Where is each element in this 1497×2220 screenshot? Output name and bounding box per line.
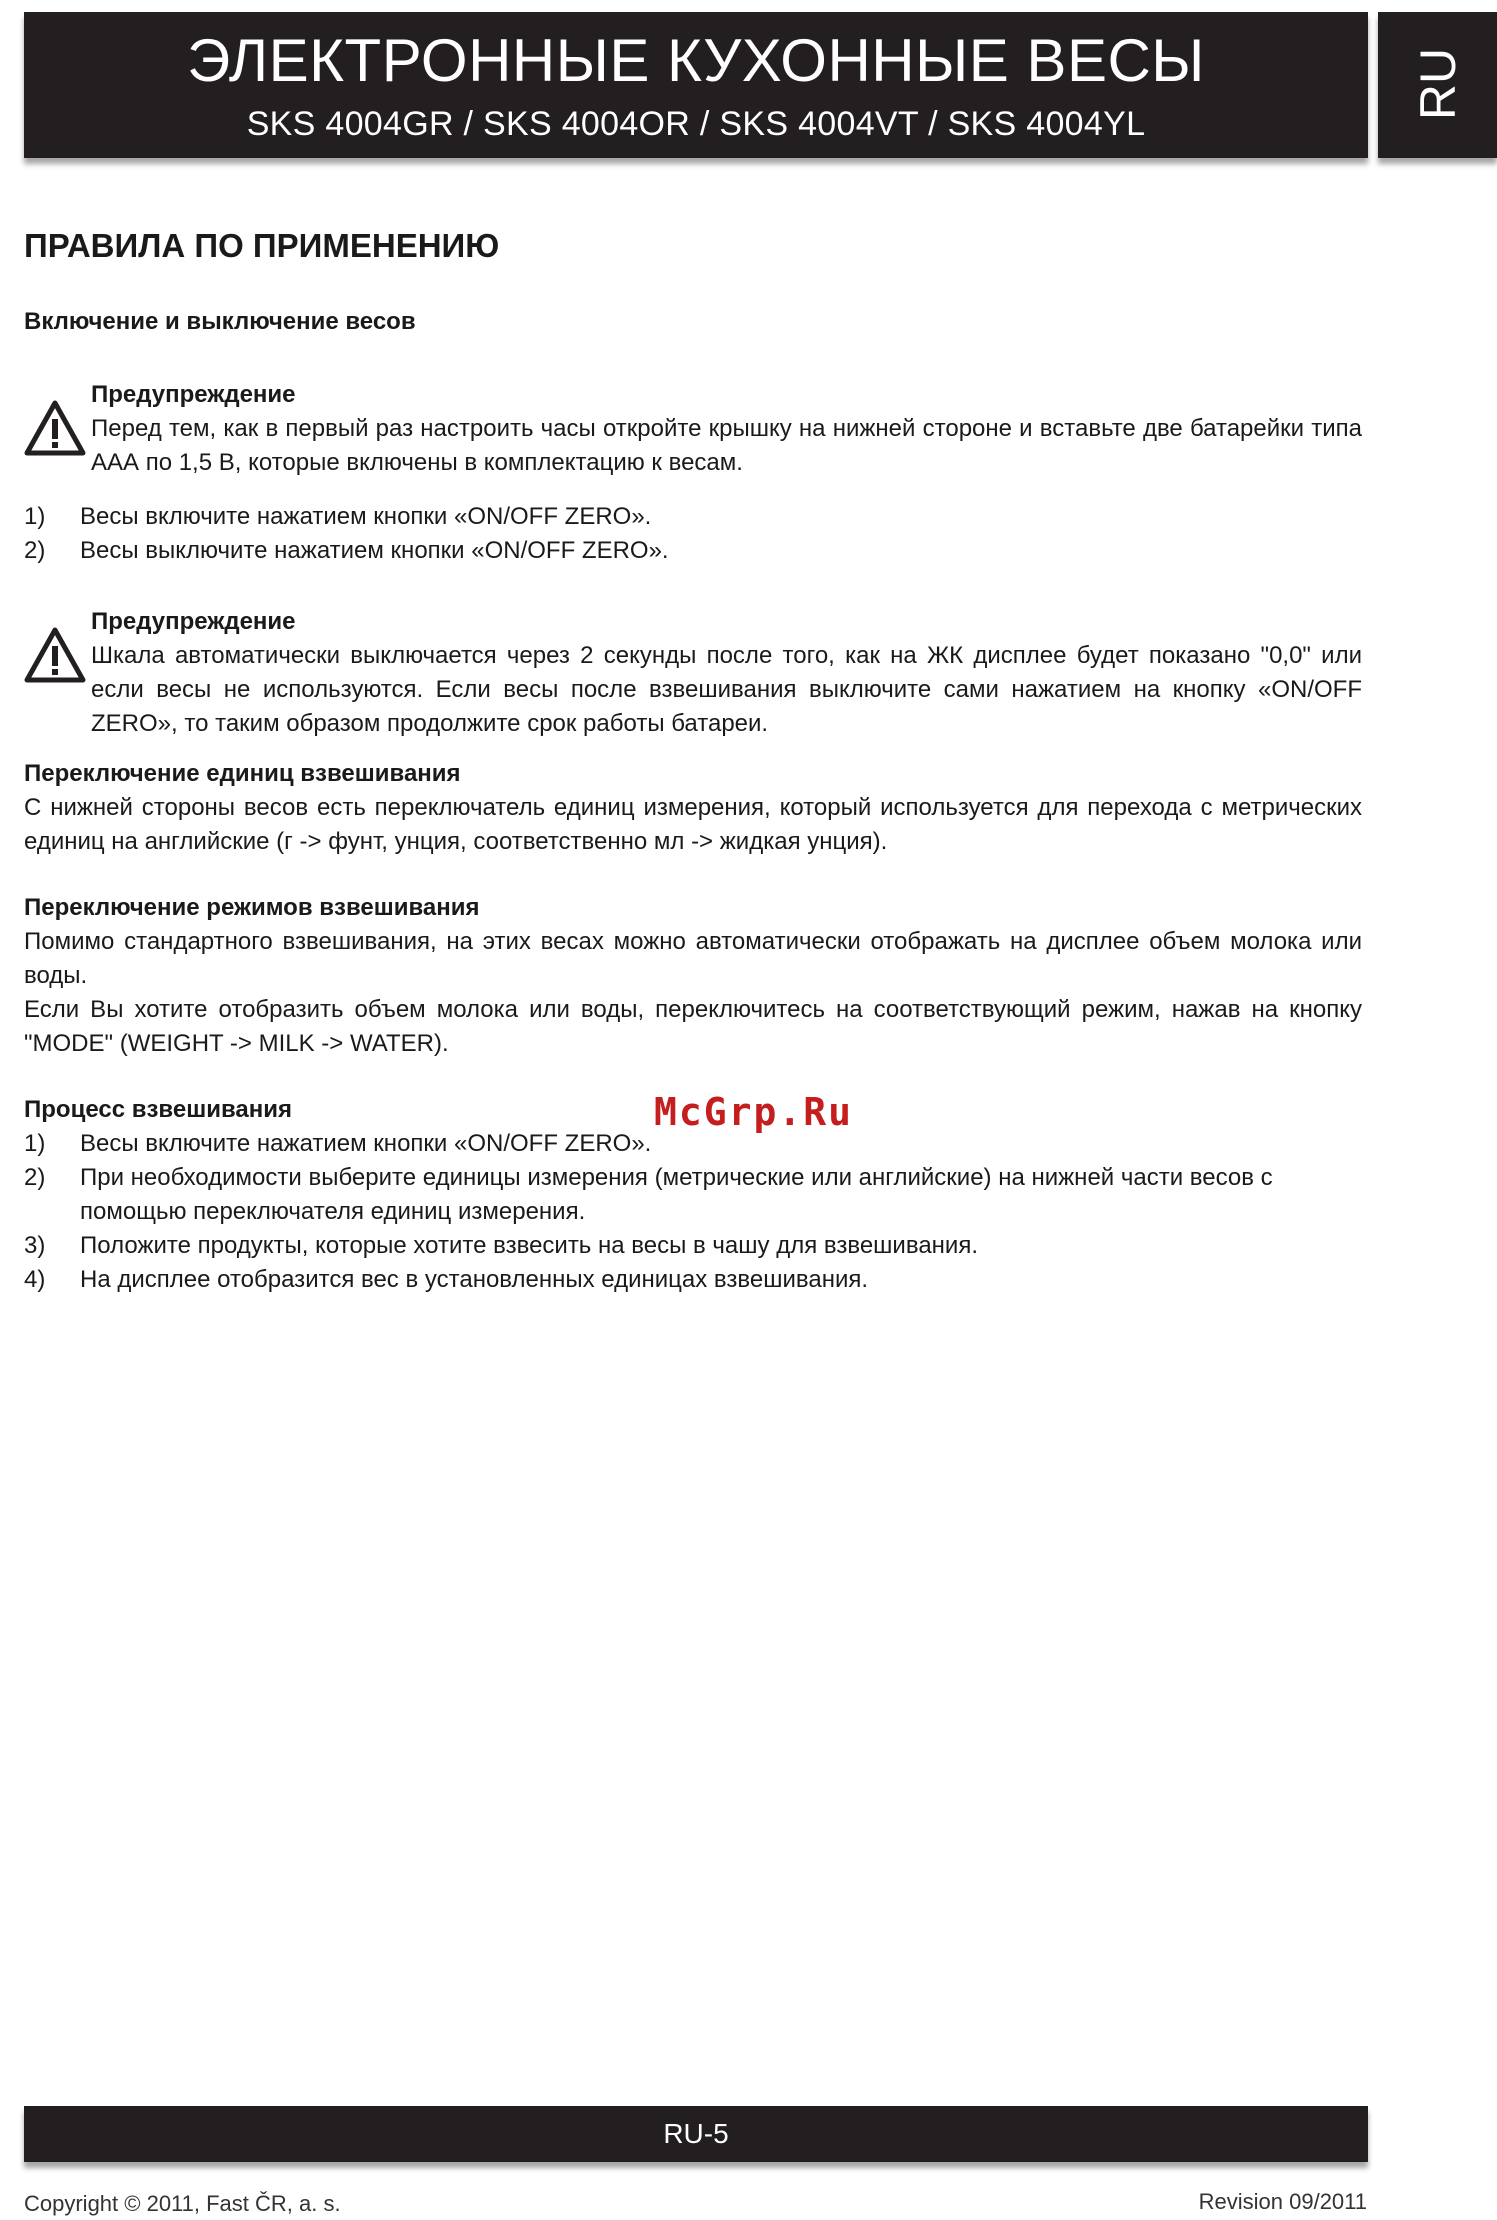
page-number: RU-5 <box>663 2118 729 2149</box>
modes-text-2: Если Вы хотите отобразить объем молока или воды, переключитесь на соответствующий режим, нажав на кнопку "MODE" (WEIGHT -> MILK -> WATER). <box>24 996 1362 1057</box>
modes-heading: Переключение режимов взвешивания <box>24 894 480 921</box>
warning-title: Предупреждение <box>91 381 296 408</box>
list-item <box>24 534 1362 568</box>
warning-triangle-icon <box>24 627 86 683</box>
watermark: McGrp.Ru <box>654 1090 854 1134</box>
copyright: Copyright © 2011, Fast ČR, a. s. <box>24 2191 341 2216</box>
list-item <box>24 500 1362 534</box>
units-heading: Переключение единиц взвешивания <box>24 760 461 787</box>
section-title: ПРАВИЛА ПО ПРИМЕНЕНИЮ <box>24 227 500 264</box>
list-item <box>24 1229 1362 1263</box>
list-number: 3) <box>24 1232 46 1259</box>
warning-triangle-icon <box>24 400 86 456</box>
units-text: С нижней стороны весов есть переключатель единиц измерения, который используется для перехода с метрических единиц на английские (г -> фунт, унция, соответственно мл -> жидкая унция). <box>24 794 1362 855</box>
list-number: 4) <box>24 1266 46 1293</box>
modes-text-1: Помимо стандартного взвешивания, на этих весах можно автоматически отображать на дисплее объем молока или воды. <box>24 928 1362 989</box>
list-text: Весы включите нажатием кнопки «ON/OFF ZERO». <box>80 503 652 530</box>
list-text: На дисплее отобразится вес в установленных единицах взвешивания. <box>80 1266 869 1293</box>
warning-text: Перед тем, как в первый раз настроить часы откройте крышку на нижней стороне и вставьте две батарейки типа ААА по 1,5 В, которые включены в комплектацию к весам. <box>91 415 1362 476</box>
warning-text: Шкала автоматически выключается через 2 секунды после того, как на ЖК дисплее будет показано "0,0" или если весы не используются. Если весы после взвешивания выключите сами нажатием на кнопку «ON/OFF ZERO», то таким образом продолжите срок работы батареи. <box>91 642 1362 737</box>
document-title: ЭЛЕКТРОННЫЕ КУХОННЫЕ ВЕСЫ <box>187 27 1205 94</box>
list-number: 2) <box>24 1164 46 1191</box>
model-numbers: SKS 4004GR / SKS 4004OR / SKS 4004VT / SKS 4004YL <box>246 105 1146 143</box>
header-bar <box>24 12 1368 158</box>
list-text: Положите продукты, которые хотите взвесить на весы в чашу для взвешивания. <box>80 1232 978 1259</box>
page-number-bar <box>24 2106 1368 2162</box>
language-tab <box>1378 12 1497 158</box>
list-number: 1) <box>24 503 46 530</box>
list-text: Весы включите нажатием кнопки «ON/OFF ZERO». <box>80 1130 652 1157</box>
list-number: 2) <box>24 537 46 564</box>
process-steps <box>24 1127 1362 1297</box>
list-number: 1) <box>24 1130 46 1157</box>
revision: Revision 09/2011 <box>1198 2189 1367 2214</box>
list-item <box>24 1161 1362 1229</box>
list-text: Весы выключите нажатием кнопки «ON/OFF ZERO». <box>80 537 669 564</box>
power-heading: Включение и выключение весов <box>24 308 416 335</box>
power-steps <box>24 500 1362 568</box>
list-text: При необходимости выберите единицы измерения (метрические или английские) на нижней части весов с помощью переключателя единиц измерения. <box>80 1164 1273 1225</box>
process-heading: Процесс взвешивания <box>24 1096 292 1123</box>
language-code: RU <box>1409 47 1466 121</box>
warning-title: Предупреждение <box>91 608 296 635</box>
list-item <box>24 1263 1362 1297</box>
